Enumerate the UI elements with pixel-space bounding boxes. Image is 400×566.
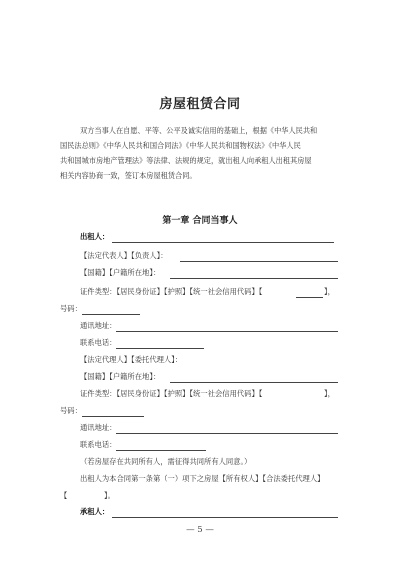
intro-line-2: 国民法总则》《中华人民共和国合同法》《中华人民共和国物权法》《中华人民 <box>60 141 301 150</box>
lessor-clause-bracket-close: 】。 <box>104 491 115 500</box>
co-owner-note: （若房屋存在共同所有人，需征得共同所有人同意。） <box>80 457 252 466</box>
id-number-field-2[interactable] <box>82 416 144 417</box>
intro-line-1: 双方当事人在自愿、平等、公平及诚实信用的基础上，根据《中华人民共和 <box>80 126 318 135</box>
agent-label: 【法定代理人】【委托代理人】： <box>80 355 183 364</box>
legal-rep-field[interactable] <box>180 261 338 262</box>
nationality-field-2[interactable] <box>170 382 338 383</box>
lessor-clause: 出租人为本合同第一条第（一）项下之房屋【所有权人】【合法委托代理人】 <box>80 474 325 483</box>
intro-line-4: 相关内容协商一致，签订本房屋租赁合同。 <box>60 171 197 180</box>
page-title: 房屋租赁合同 <box>159 97 241 112</box>
id-type-label-1: 证件类型：【居民身份证】【护照】【统一社会信用代码】【 <box>80 287 263 296</box>
id-type-end-2: 】， <box>324 389 335 398</box>
nationality-label-2: 【国籍】【户籍所在地】： <box>80 372 161 381</box>
phone-field-1[interactable] <box>116 348 204 349</box>
page-number: — 5 — <box>186 525 214 535</box>
id-number-field-1[interactable] <box>82 314 140 315</box>
lessor-label: 出租人： <box>80 232 110 241</box>
id-number-label-2: 号码： <box>60 406 82 415</box>
chapter-title: 第一章 合同当事人 <box>162 216 238 226</box>
address-label-2: 通讯地址： <box>80 423 117 432</box>
phone-label-2: 联系电话： <box>80 440 117 449</box>
nationality-label-1: 【国籍】【户籍所在地】： <box>80 268 161 277</box>
intro-line-3: 共和国城市房地产管理法》等法律、法规的规定，就出租人向承租人出租其房屋 <box>60 156 312 165</box>
id-type-other-field-1[interactable] <box>296 297 323 298</box>
nationality-field-1[interactable] <box>170 278 338 279</box>
id-number-label-1: 号码： <box>60 304 82 313</box>
legal-rep-label: 【法定代表人】【负责人】： <box>80 251 168 260</box>
id-type-end-1: 】， <box>324 287 335 296</box>
phone-field-2[interactable] <box>116 450 206 451</box>
lessee-name-field[interactable] <box>112 517 338 518</box>
address-label-1: 通讯地址： <box>80 321 117 330</box>
lessor-name-field[interactable] <box>112 242 334 243</box>
lessor-clause-bracket-open: 【 <box>60 491 68 500</box>
lessee-label: 承租人： <box>80 507 110 516</box>
address-field-2[interactable] <box>116 433 338 434</box>
phone-label-1: 联系电话： <box>80 338 117 347</box>
id-type-label-2: 证件类型：【居民身份证】【护照】【统一社会信用代码】【 <box>80 389 263 398</box>
address-field-1[interactable] <box>116 331 338 332</box>
